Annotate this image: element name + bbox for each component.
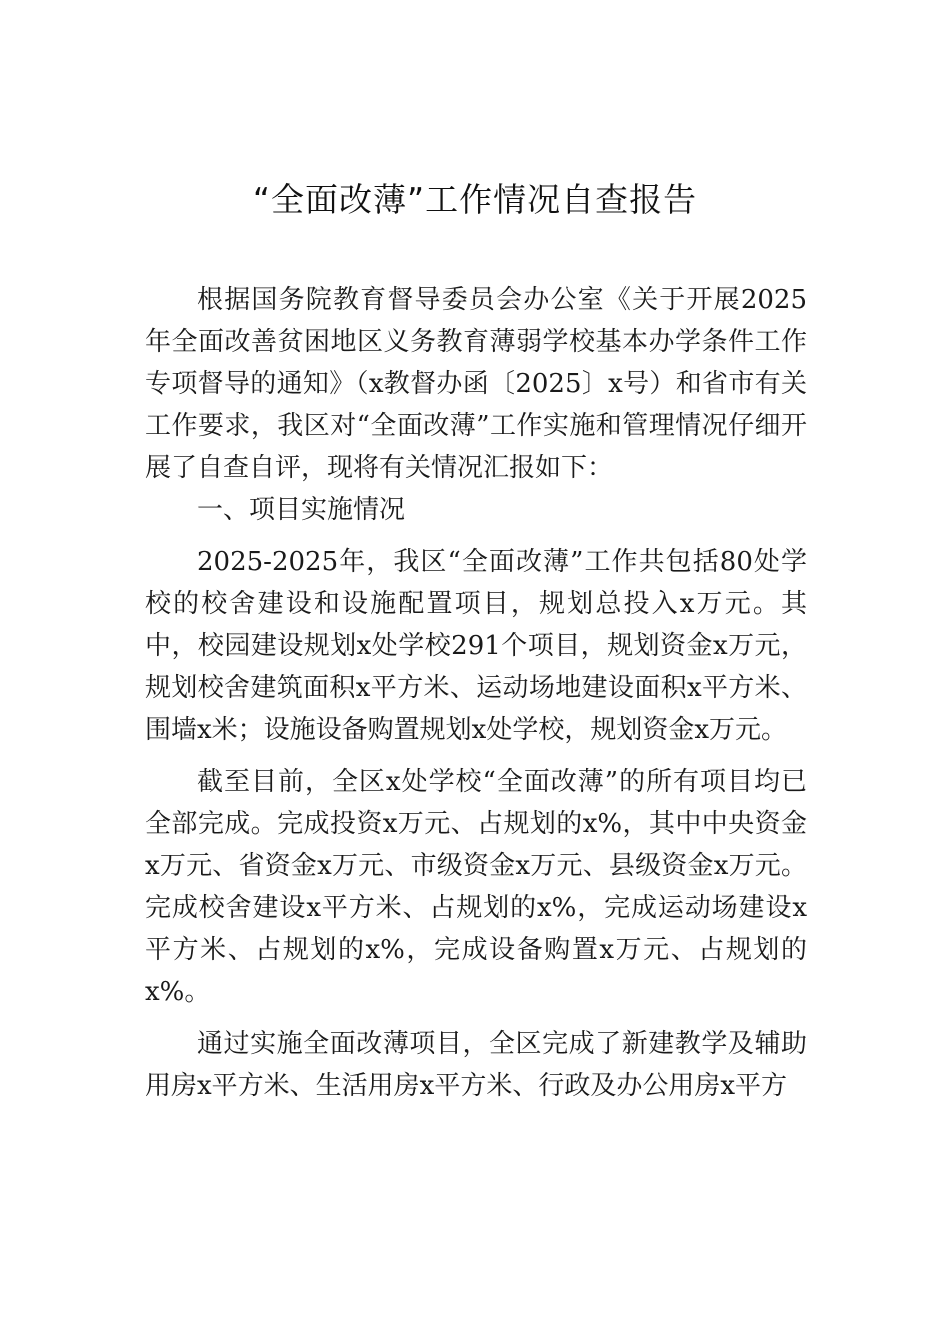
results-paragraph: 通过实施全面改薄项目，全区完成了新建教学及辅助用房x平方米、生活用房x平方米、行政及办公用房x平方 <box>145 1029 807 1101</box>
completion-status-paragraph: 截至目前，全区x处学校“全面改薄”的所有项目均已全部完成。完成投资x万元、占规划的x%，其中中央资金x万元、省资金x万元、市级资金x万元、县级资金x万元。完成校舍建设x平方米、占规划的x%，完成运动场建设x平方米、占规划的x%，完成设备购置x万元、占规划的x%。 <box>145 767 807 1007</box>
project-scope-paragraph: 2025-2025年，我区“全面改薄”工作共包括80处学校的校舍建设和设施配置项目，规划总投入x万元。其中，校园建设规划x处学校291个项目，规划资金x万元，规划校舍建筑面积x平方米、运动场地建设面积x平方米、围墙x米；设施设备购置规划x处学校，规划资金x万元。 <box>145 547 807 745</box>
document-body <box>145 279 807 1107</box>
intro-paragraph: 根据国务院教育督导委员会办公室《关于开展2025年全面改善贫困地区义务教育薄弱学校基本办学条件工作专项督导的通知》（x教督办函〔2025〕x号）和省市有关工作要求，我区对“全面改薄”工作实施和管理情况仔细开展了自查自评，现将有关情况汇报如下： <box>145 285 807 483</box>
document-title: “全面改薄”工作情况自查报告 <box>252 180 698 219</box>
section-heading-project-implementation: 一、项目实施情况 <box>197 495 406 525</box>
